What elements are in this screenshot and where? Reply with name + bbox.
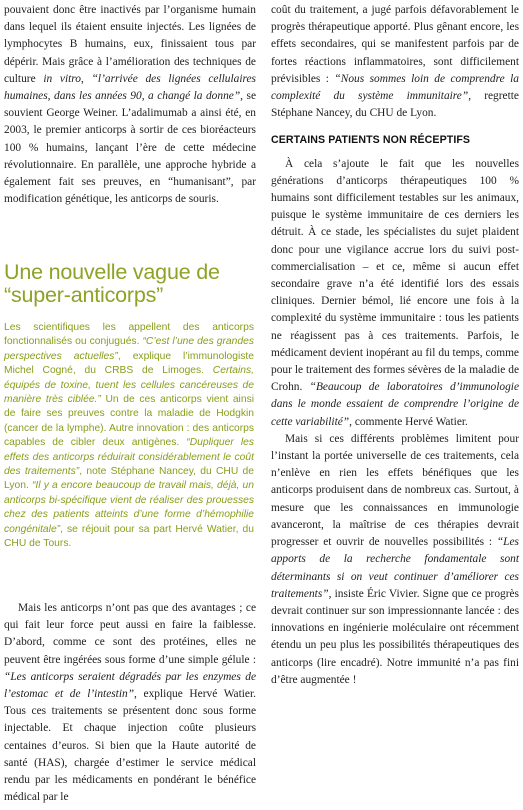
sidebar-text: Les scientifiques les appellent des anticorps fonctionnalisés ou conjugués. “C’est l’une des grandes perspectives actuelles”, explique l’immunologiste Michel Cogné, du CRBS de Limoges. Certains, équipés de toxine, tuent les cellules cancéreuses de manière très ciblée.” Un de ces anticorps vient ainsi de faire ses preuves contre la maladie de Hodgkin (cancer de la lymphe). Autre innovation : des anticorps capables de cibler deux antigènes. “Dupliquer les effets des anticorps réduirait considérablement le coût des traitements”, note Stéphane Nancey, du CHU de Lyon. “Il y a encore beaucoup de travail mais, déjà, un anticorps bi-spécifique vient de réaliser des prouesses chez des patients atteints d’une forme d’hémophilie congénitale”, se réjouit pour sa part Hervé Watier, du CHU de Tours.: [4, 322, 255, 550]
paragraph-drawbacks: Mais les anticorps n’ont pas que des avantages ; ce qui fait leur force peut aussi en faire la faiblesse. D’abord, comme ce sont des protéines, elles ne peuvent être ingérées sous forme d’une simple gélule : “Les anticorps seraient dégradés par les enzymes de l’estomac et de l’intestin”, explique Hervé Watier. Tous ces traitements se présentent donc sous forme injectable. Et chaque injection coûte plusieurs centaines d’euros. Si bien que la Haute autorité de santé (HAS), chargée d’estimer le service médical rendu par les médicaments en pondérant le bénéfice médical par le: [4, 602, 256, 804]
section-subheading: CERTAINS PATIENTS NON RÉCEPTIFS: [271, 134, 471, 147]
left-column-top: [4, 2, 256, 208]
right-column: [271, 2, 519, 689]
paragraph-conclusion: Mais si ces différents problèmes limitent pour l’instant la portée universelle de ces traitements, cela n’enlève en rien les effets bénéfiques que les anticorps produisent dans de nombreux cas. Surtout, à mesure que les connaissances en immunologie avanceront, la maîtrise de ces thérapies devrait progresser et ouvrir de nouvelles possibilités : “Les apports de la recherche fondamentale sont déterminants si on veut continuer d’améliorer ces traitements”, insiste Éric Vivier. Signe que ce progrès devrait continuer sur son impressionnante lancée : des innovations en ingénierie moléculaire ont récemment étendu un peu plus les possibilités thérapeutiques des anticorps (lire encadré). Notre immunité n’a pas fini d’être augmentée !: [271, 432, 519, 686]
paragraph-intro-continued: pouvaient donc être inactivés par l’organisme humain dans lequel ils étaient ensuite injectés. Les lignées de lymphocytes B humains, eux, finissaient tous par dépérir. Mais grâce à l’amélioration des techniques de culture in vitro, “l’arrivée des lignées cellulaires humaines, dans les années 90, a changé la donne”, se souvient George Weiner. L’adalimumab a ainsi été, en 2003, le premier anticorps à sortir de ces bioréacteurs 100 % humains, lançant l’ère de cette médecine révolutionnaire. En parallèle, une approche hybride a également fait ses preuves, en “humanisant”, par modification génétique, les anticorps de souris.: [4, 4, 257, 206]
paragraph-side-effects: coût du traitement, a jugé parfois défavorablement le progrès thérapeutique apporté. Plus gênant encore, les effets secondaires, qui se manifestent parfois par de fortes réactions inflammatoires, sont difficilement prévisibles : “Nous sommes loin de comprendre la complexité du système immunitaire”, regrette Stéphane Nancey, du CHU de Lyon.: [271, 4, 520, 120]
sidebar-title: Une nouvelle vague de “super-anticorps”: [4, 260, 220, 307]
left-column-bottom: [4, 600, 256, 806]
paragraph-non-receptive: À cela s’ajoute le fait que les nouvelles générations d’anticorps thérapeutiques 100 % humains sont difficilement testables sur les animaux, puisque le système immunitaire de ces derniers les détruit. À ce stade, les spécialistes du sujet plaident donc pour une vigilance accrue lors du suivi post-commercialisation – et ce, même si aucun effet secondaire grave n’a été identifié lors des essais cliniques. Dernier bémol, lié encore une fois à la complexité du système immunitaire : tous les patients ne réagissent pas à ces traitements. Parfois, le médicament devient inopérant au fil du temps, comme pour le traitement des formes sévères de la maladie de Crohn. “Beaucoup de laboratoires d’immunologie dans le monde essaient de comprendre l’origine de cette variabilité”, commente Hervé Watier.: [271, 157, 520, 428]
sidebar-box: [4, 261, 254, 552]
